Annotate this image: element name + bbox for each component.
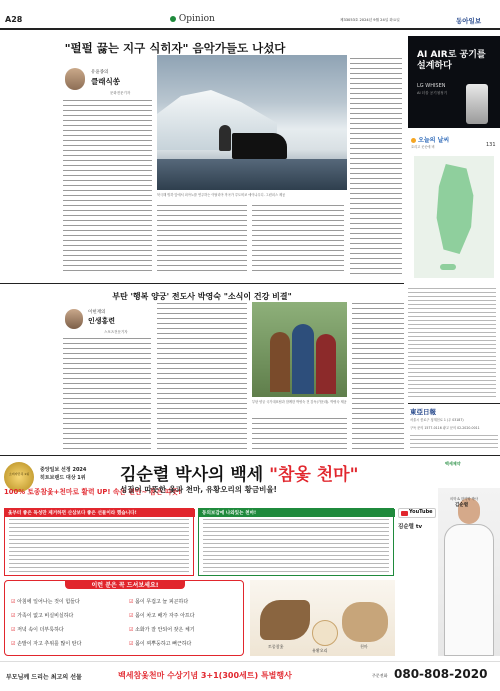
ad-brand-tag: 백세제약 — [445, 461, 461, 466]
main-article-col1 — [63, 100, 152, 275]
map-jeju — [440, 264, 456, 270]
checklist-box — [4, 580, 244, 656]
duck-circle — [312, 620, 338, 646]
check-item: ☑ 몸이 차고 배가 자주 아프다 — [129, 613, 195, 619]
company-box — [408, 403, 500, 451]
check-item: ☑ 몸이 무겁고 늘 피곤하다 — [129, 599, 189, 605]
ad-headline-pre: 김순렬 박사의 백세 — [120, 465, 264, 485]
ad-subline: 성질이 따뜻한 옻과 천마, 유황오리의 황금비율! — [120, 485, 277, 494]
lg-ad-brand: LG WHISEN — [417, 83, 446, 89]
ad-right-box — [198, 508, 394, 576]
second-article-col1 — [63, 338, 151, 450]
ad-left-box-text — [9, 519, 189, 573]
doctor-coat — [444, 524, 494, 656]
tianma-shape — [342, 602, 388, 642]
ad-divider — [0, 455, 500, 456]
doctor-name: 김순렬 — [455, 503, 469, 508]
second-article-col2 — [157, 303, 247, 450]
ad-left-box — [4, 508, 194, 576]
checklist-title: 이런 분은 꼭 드셔보세요! — [65, 580, 185, 589]
lg-ad — [408, 36, 500, 128]
product-a-label: 토종참옻 — [268, 644, 284, 649]
award-sub: 히트브랜드 대상 1위 — [40, 475, 86, 481]
sea-shape — [157, 159, 347, 190]
check-item: ☑ 손발이 자고 추위를 많이 탄다 — [11, 641, 82, 647]
company-line-2: 구독 문의 1577-0116 광고 문의 02-2020-0011 — [410, 426, 480, 430]
piano-shape — [232, 133, 287, 159]
korea-map — [414, 156, 494, 278]
check-icon: ☑ — [129, 627, 134, 633]
phone-label: 주문전화 — [372, 673, 388, 678]
sun-icon — [411, 138, 416, 143]
map-land — [432, 164, 478, 254]
products-image — [250, 580, 395, 656]
ad-footer — [0, 661, 500, 691]
article-divider — [0, 283, 404, 284]
second-article-photo — [252, 302, 347, 397]
doctor-label: 의학 & 한약학 박사 — [450, 497, 479, 501]
ad-headline — [120, 460, 358, 485]
company-line-1: 서울시 종로구 청계천로 1 (우 03187) — [410, 418, 464, 422]
lg-ad-title: AI AIR로 공기를 설계하다 — [417, 50, 486, 71]
author-photo — [65, 68, 85, 90]
main-article-col2 — [157, 205, 247, 275]
weather-sub: 흐리고 곳곳에 비 — [411, 145, 435, 149]
ad-right-box-title: 동의보감에 나와있는 천마! — [199, 509, 395, 517]
header-rule — [0, 28, 500, 30]
check-icon: ☑ — [11, 613, 16, 619]
play-icon — [401, 511, 408, 516]
check-icon: ☑ — [129, 641, 134, 647]
person-shape-1 — [270, 332, 290, 392]
weather-box — [408, 132, 500, 282]
footer-promo: 백세참옻천마 수상기념 3+1(300세트) 특별행사 — [118, 671, 292, 680]
check-item: ☑ 아침에 일어나는 것이 힘들다 — [11, 599, 80, 605]
company-details — [410, 435, 498, 451]
person-shape-2 — [292, 324, 314, 394]
product-b-label: 유황오리 — [312, 648, 328, 653]
lg-ad-sub: AI 더블 공기청정기 — [417, 91, 448, 95]
second-author-role: 스포츠전문기자 — [104, 330, 128, 334]
photo-caption: 북극해 빙하 앞에서 피아노를 연주하는 이탈리아 작곡가 루도비코 에이나우디. 그린피스 제공 — [157, 193, 286, 197]
ad-left-box-title: 옻부터 좋은 독성만 제거하면 산삼보다 좋은 선물이라 했습니다! — [5, 509, 195, 517]
second-author-name: 인생홍련 — [88, 316, 116, 325]
second-author-title: 이헌재의 — [88, 310, 106, 315]
main-article-photo — [157, 55, 347, 190]
second-article-col4 — [352, 303, 404, 450]
check-icon: ☑ — [11, 599, 16, 605]
main-article-col4 — [350, 58, 402, 275]
air-purifier-image — [466, 84, 488, 124]
second-headline: 부탄 '행복 양궁' 전도사 박영숙 "소식이 건강 비결" — [112, 291, 292, 301]
right-column-text — [408, 288, 496, 398]
check-item: ☑ 저녁 속이 더부룩하다 — [11, 627, 64, 633]
page-header — [0, 0, 500, 32]
check-item: ☑ 가족이 없고 비실비실하다 — [11, 613, 74, 619]
ad-headline-product: "참옻 천마" — [269, 465, 359, 485]
award-badge-text: 소비자만족 1위 — [8, 472, 30, 476]
checklist-col-1 — [11, 595, 121, 651]
award-label: 중앙일보 선정 2024 — [40, 467, 87, 473]
footer-left: 부모님께 드리는 최고의 선물 — [6, 674, 82, 681]
main-article-col3 — [252, 205, 344, 275]
order-phone[interactable]: 080-808-2020 — [394, 667, 488, 681]
weather-badge: 131 — [486, 142, 496, 148]
company-name: 東亞日報 — [410, 408, 436, 416]
second-article-col3 — [252, 418, 347, 450]
section-dot-icon — [170, 16, 176, 22]
section-label: Opinion — [170, 14, 215, 24]
herb-shape — [260, 600, 310, 640]
check-icon: ☑ — [129, 613, 134, 619]
masthead: 동아일보 — [456, 17, 482, 25]
bottom-ad — [0, 458, 500, 691]
author-role: 문화전문기자 — [110, 91, 131, 95]
page-number: A28 — [5, 15, 23, 24]
product-c-label: 천마 — [360, 644, 368, 649]
author-title: 유윤종의 — [91, 70, 109, 75]
checklist-col-2 — [129, 595, 241, 651]
pianist-shape — [219, 125, 231, 151]
check-icon: ☑ — [11, 641, 16, 647]
second-author-photo — [65, 309, 83, 329]
doctor-photo — [438, 488, 500, 656]
check-icon: ☑ — [11, 627, 16, 633]
main-headline: "펄펄 끓는 지구 식히자" 음악가들도 나섰다 — [64, 41, 286, 55]
person-shape-3 — [316, 334, 336, 394]
ad-slogan: 100% 토종참옻+천마로 활력 UP! 속은 편안~ 몸은 따뜻! — [4, 488, 182, 496]
check-item: ☑ 소화가 잘 안되어 잦은 체기 — [129, 627, 195, 633]
youtube-badge[interactable]: YouTube — [398, 508, 436, 518]
ad-right-box-text — [203, 519, 389, 573]
check-icon: ☑ — [129, 599, 134, 605]
issue-info: 제33053호 2024년 9월 24일 화요일 — [340, 18, 400, 22]
author-name: 클래식쏭 — [91, 77, 120, 86]
channel-name: 김순렬 tv — [398, 524, 423, 530]
weather-title: 오늘의 날씨 — [411, 135, 449, 144]
check-item: ☑ 몸이 찌뿌둥하고 뻐근하다 — [129, 641, 192, 647]
second-photo-caption: 부탄 양궁 국가대표팀과 함께한 박영숙 전 감독(가운데). 박영숙 제공 — [252, 400, 347, 404]
